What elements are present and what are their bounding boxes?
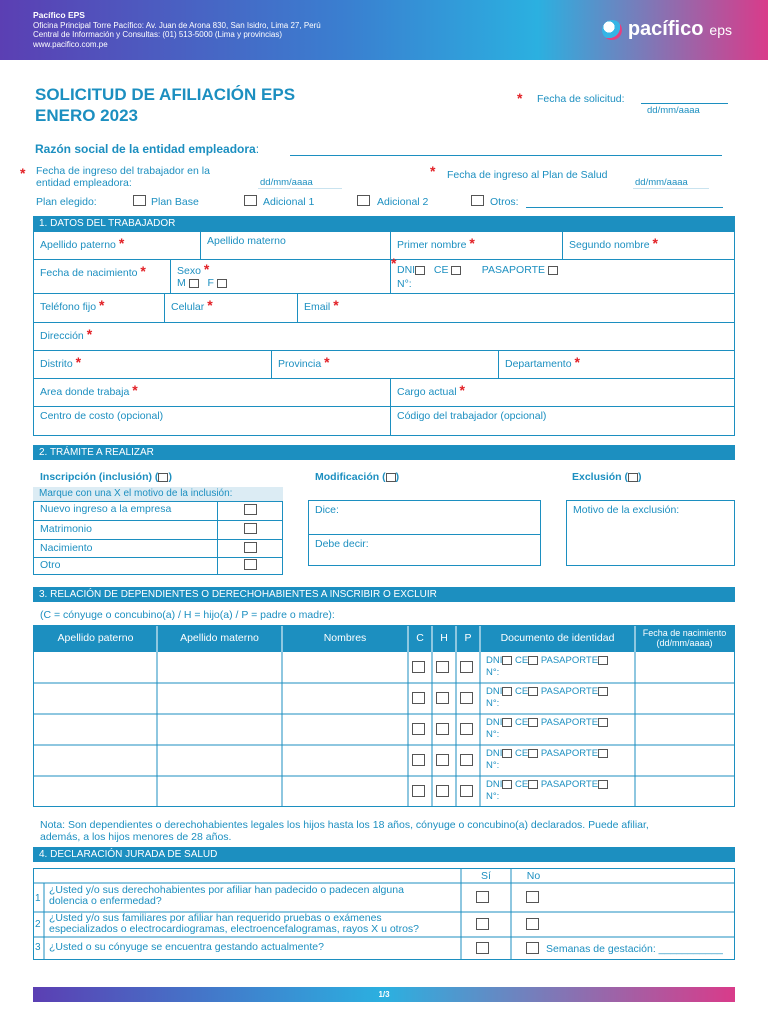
ce-checkbox[interactable] xyxy=(528,718,538,727)
col-nombres: Nombres xyxy=(323,632,367,644)
otros-checkbox[interactable] xyxy=(471,195,484,206)
col-documento: Documento de identidad xyxy=(500,632,615,644)
reason-matrimonio: Matrimonio xyxy=(34,521,218,540)
area-cell[interactable] xyxy=(34,379,391,407)
required-star: * xyxy=(517,90,523,106)
modificacion-label: Modificación xyxy=(315,471,380,483)
page-title xyxy=(35,84,295,126)
col-p: P xyxy=(464,632,472,644)
required-star: * xyxy=(574,354,580,370)
adicional2-checkbox[interactable] xyxy=(357,195,370,206)
datos-trabajador-grid xyxy=(33,231,735,436)
debe-decir-label: Debe decir: xyxy=(315,538,369,550)
col-c: C xyxy=(416,632,424,644)
question-2-line2: especializados o electrocardiogramas, electroencefalogramas, rayos X u otros? xyxy=(49,923,420,935)
h-checkbox[interactable] xyxy=(436,692,449,704)
segundo-nombre-cell[interactable] xyxy=(563,232,735,260)
col-si: Sí xyxy=(481,870,491,882)
doc-number-label: N°: xyxy=(397,278,412,290)
otros-label: Otros: xyxy=(490,196,519,208)
apellido-paterno-cell[interactable] xyxy=(34,232,201,260)
required-star: * xyxy=(459,382,465,398)
adicional1-label: Adicional 1 xyxy=(263,196,315,208)
dni-checkbox[interactable] xyxy=(415,266,425,275)
adicional2-label: Adicional 2 xyxy=(377,196,429,208)
fecha-solicitud-format: dd/mm/aaaa xyxy=(647,105,700,116)
reason-cell xyxy=(218,558,282,574)
distrito-label: Distrito xyxy=(40,358,73,370)
section3-header: 3. RELACIÓN DE DEPENDIENTES O DERECHOHABIENTES A INSCRIBIR O EXCLUIR xyxy=(33,587,735,602)
h-checkbox[interactable] xyxy=(436,723,449,735)
sexo-cell xyxy=(171,260,391,294)
question-number: 1 xyxy=(35,893,41,904)
pasaporte-checkbox[interactable] xyxy=(598,718,608,727)
razon-social-label xyxy=(35,142,259,156)
c-checkbox[interactable] xyxy=(412,785,425,797)
email-label: Email xyxy=(304,301,331,313)
documento-cell xyxy=(391,255,735,294)
parentesco-legend: (C = cónyuge o concubino(a) / H = hijo(a) / P = padre o madre): xyxy=(40,609,335,621)
provincia-cell[interactable] xyxy=(272,351,499,379)
required-star: * xyxy=(652,235,658,251)
direccion-label: Dirección xyxy=(40,330,84,342)
ce-checkbox[interactable] xyxy=(528,656,538,665)
departamento-cell[interactable] xyxy=(499,351,735,379)
row-doc xyxy=(486,779,608,803)
dni-label: DNI xyxy=(486,779,503,790)
plan-label: Plan elegido: xyxy=(36,196,97,208)
pasaporte-checkbox[interactable] xyxy=(598,687,608,696)
table-row xyxy=(34,653,734,683)
p-checkbox[interactable] xyxy=(460,785,473,797)
inscripcion-heading: Inscripción (inclusión) ( ) xyxy=(40,471,172,483)
dni-label: DNI xyxy=(486,655,503,666)
motivo-exclusion-field[interactable] xyxy=(566,500,735,566)
email-cell[interactable] xyxy=(298,294,735,323)
table-row xyxy=(34,777,734,806)
nacimiento-checkbox[interactable] xyxy=(244,542,257,553)
fecha-ingreso-label1: Fecha de ingreso del trabajador en la xyxy=(36,165,210,177)
dni-checkbox[interactable] xyxy=(502,718,512,727)
dni-label: DNI xyxy=(486,717,503,728)
col-h: H xyxy=(440,632,448,644)
phone-line: Central de Información y Consultas: (01) 513-5000 (Lima y provincias) xyxy=(33,30,283,39)
inscripcion-label: Inscripción (inclusión) xyxy=(40,471,153,483)
question-2 xyxy=(49,913,419,935)
celular-label: Celular xyxy=(171,301,205,313)
dice-label: Dice: xyxy=(315,504,339,516)
telefono-cell[interactable] xyxy=(34,294,165,323)
required-star: * xyxy=(324,354,330,370)
ce-label: CE xyxy=(515,686,529,697)
departamento-label: Departamento xyxy=(505,358,572,370)
fecha-ingreso-field[interactable]: dd/mm/aaaa xyxy=(258,177,342,189)
required-star: * xyxy=(203,261,210,277)
h-checkbox[interactable] xyxy=(436,754,449,766)
q1-si-checkbox[interactable] xyxy=(476,891,489,903)
logo-icon xyxy=(602,20,622,40)
pasaporte-checkbox[interactable] xyxy=(598,749,608,758)
telefono-label: Teléfono fijo xyxy=(40,301,97,313)
col-no: No xyxy=(526,870,541,882)
sexo-f-checkbox[interactable] xyxy=(217,279,227,288)
page-footer: 1/3 xyxy=(33,987,735,1002)
question-1-line2: dolencia o enfermedad? xyxy=(49,895,162,907)
row-doc xyxy=(486,748,608,772)
pasaporte-label: PASAPORTE xyxy=(540,748,599,759)
pacifico-logo xyxy=(602,18,732,41)
adicional1-checkbox[interactable] xyxy=(244,195,257,206)
num-label: N°: xyxy=(486,729,500,740)
fecha-ingreso-label xyxy=(36,165,210,189)
sexo-f-label: F xyxy=(207,277,214,289)
q2-si-checkbox[interactable] xyxy=(476,918,489,930)
fecha-ingreso-label2: entidad empleadora: xyxy=(36,177,132,189)
reason-nacimiento: Nacimiento xyxy=(34,540,218,558)
dependientes-table xyxy=(33,625,735,807)
p-checkbox[interactable] xyxy=(460,723,473,735)
marque-instruction: Marque con una X el motivo de la inclusión: xyxy=(33,487,283,501)
q2-no-checkbox[interactable] xyxy=(526,918,539,930)
fecha-plan-label: Fecha de ingreso al Plan de Salud xyxy=(447,169,608,181)
dni-checkbox[interactable] xyxy=(502,656,512,665)
direccion-cell[interactable] xyxy=(34,323,735,351)
c-checkbox[interactable] xyxy=(412,754,425,766)
p-checkbox[interactable] xyxy=(460,692,473,704)
dni-label: DNI xyxy=(397,264,416,276)
pasaporte-label: PASAPORTE xyxy=(540,686,599,697)
ce-checkbox[interactable] xyxy=(451,266,461,275)
address-line: Oficina Principal Torre Pacífico: Av. Juan de Arona 830, San Isidro, Lima 27, Perú xyxy=(33,20,321,30)
cargo-cell[interactable] xyxy=(391,379,735,407)
distrito-cell[interactable] xyxy=(34,351,272,379)
modificacion-checkbox[interactable] xyxy=(386,473,396,482)
nota-line1: Nota: Son dependientes o derechohabientes legales los hijos hasta los 18 años, cónyuge o concubino(a) declarados. Puede afiliar, xyxy=(40,819,649,831)
pasaporte-label: PASAPORTE xyxy=(540,655,599,666)
reason-nuevo-ingreso: Nuevo ingreso a la empresa xyxy=(34,502,218,521)
col-apellido-paterno: Apellido paterno xyxy=(57,632,134,644)
p-checkbox[interactable] xyxy=(460,754,473,766)
dni-label: DNI xyxy=(486,686,503,697)
required-star: * xyxy=(75,354,82,370)
company-name: Pacífico EPS xyxy=(33,10,85,20)
table-row xyxy=(34,746,734,776)
exclusion-checkbox[interactable] xyxy=(628,473,638,482)
c-checkbox[interactable] xyxy=(412,692,425,704)
pasaporte-checkbox[interactable] xyxy=(548,266,558,275)
area-label: Area donde trabaja xyxy=(40,386,130,398)
pasaporte-label: PASAPORTE xyxy=(481,264,546,276)
q3-si-checkbox[interactable] xyxy=(476,942,489,954)
provincia-label: Provincia xyxy=(278,358,322,370)
razon-social-field[interactable] xyxy=(290,143,722,156)
question-number: 2 xyxy=(35,919,41,930)
inscripcion-checkbox[interactable] xyxy=(158,473,168,482)
semanas-gestacion[interactable]: Semanas de gestación: ___________ xyxy=(546,943,723,955)
reason-otro: Otro xyxy=(34,558,218,574)
ce-label: CE xyxy=(515,779,529,790)
cargo-label: Cargo actual xyxy=(397,386,457,398)
logo-suffix: eps xyxy=(709,21,732,38)
col-fnac-line2: (dd/mm/aaaa) xyxy=(656,638,713,648)
debe-decir-field[interactable] xyxy=(309,535,540,565)
fecha-nacimiento-cell[interactable] xyxy=(34,260,171,294)
inclusion-reasons xyxy=(33,501,283,575)
required-star: * xyxy=(20,165,26,181)
section1-header: 1. DATOS DEL TRABAJADOR xyxy=(33,216,735,231)
company-info xyxy=(33,11,321,49)
sexo-m-label: M xyxy=(177,277,186,289)
section4-header: 4. DECLARACIÓN JURADA DE SALUD xyxy=(33,847,735,862)
logo-text: pacífico xyxy=(627,18,704,40)
sexo-label: Sexo xyxy=(177,265,201,277)
fecha-nacimiento-label: Fecha de nacimiento xyxy=(40,267,138,279)
nota-line2: además, a los hijos menores de 28 años. xyxy=(40,831,232,843)
ce-checkbox[interactable] xyxy=(528,780,538,789)
codigo-trabajador-label: Código del trabajador (opcional) xyxy=(397,410,547,422)
plan-base-label: Plan Base xyxy=(151,196,199,208)
c-checkbox[interactable] xyxy=(412,723,425,735)
primer-nombre-cell[interactable] xyxy=(391,232,563,260)
celular-cell[interactable] xyxy=(165,294,298,323)
question-3: ¿Usted o su cónyuge se encuentra gestando actualmente? xyxy=(49,941,324,953)
plan-base-checkbox[interactable] xyxy=(133,195,146,206)
header-banner xyxy=(0,0,768,60)
fecha-solicitud-field[interactable] xyxy=(641,92,728,104)
ce-label: CE xyxy=(515,717,529,728)
exclusion-heading: Exclusión ( ) xyxy=(572,471,642,483)
primer-nombre-label: Primer nombre xyxy=(397,239,467,251)
question-number: 3 xyxy=(35,942,41,953)
pasaporte-checkbox[interactable] xyxy=(598,780,608,789)
apellido-materno-cell[interactable] xyxy=(201,232,391,260)
ce-checkbox[interactable] xyxy=(528,749,538,758)
motivo-exclusion-label: Motivo de la exclusión: xyxy=(573,504,680,516)
codigo-trabajador-cell[interactable] xyxy=(391,407,735,435)
ce-checkbox[interactable] xyxy=(528,687,538,696)
table-row xyxy=(34,684,734,714)
num-label: N°: xyxy=(486,791,500,802)
table-row xyxy=(34,715,734,745)
fecha-plan-field[interactable]: dd/mm/aaaa xyxy=(633,177,709,189)
required-star: * xyxy=(118,235,125,251)
fecha-solicitud-label: Fecha de solicitud: xyxy=(537,93,625,105)
otro-checkbox[interactable] xyxy=(244,559,257,570)
centro-costo-label: Centro de costo (opcional) xyxy=(40,410,164,422)
reason-cell xyxy=(218,521,282,540)
dni-checkbox[interactable] xyxy=(502,749,512,758)
required-star: * xyxy=(207,297,213,313)
matrimonio-checkbox[interactable] xyxy=(244,523,257,534)
ce-label: CE xyxy=(515,748,529,759)
reason-cell xyxy=(218,502,282,521)
ce-label: CE xyxy=(515,655,529,666)
dni-label: DNI xyxy=(486,748,503,759)
row-doc xyxy=(486,655,608,679)
required-star: * xyxy=(140,263,146,279)
required-star: * xyxy=(98,297,105,313)
sexo-m-checkbox[interactable] xyxy=(189,279,199,288)
c-checkbox[interactable] xyxy=(412,661,425,673)
pasaporte-label: PASAPORTE xyxy=(540,717,599,728)
pasaporte-label: PASAPORTE xyxy=(540,779,599,790)
modificacion-box xyxy=(308,500,541,566)
question-1 xyxy=(49,885,404,907)
required-star: * xyxy=(333,297,339,313)
num-label: N°: xyxy=(486,760,500,771)
pasaporte-checkbox[interactable] xyxy=(598,656,608,665)
q3-no-checkbox[interactable] xyxy=(526,942,539,954)
dice-field[interactable] xyxy=(309,501,540,535)
required-star: * xyxy=(469,235,475,251)
title-line2: ENERO 2023 xyxy=(35,106,138,125)
title-line1: SOLICITUD DE AFILIACIÓN EPS xyxy=(35,85,296,104)
num-label: N°: xyxy=(486,698,500,709)
row-doc xyxy=(486,686,608,710)
section2-header: 2. TRÁMITE A REALIZAR xyxy=(33,445,735,460)
required-star: * xyxy=(86,326,93,342)
nuevo-ingreso-checkbox[interactable] xyxy=(244,504,257,515)
otros-field[interactable] xyxy=(526,196,723,208)
website-line: www.pacifico.com.pe xyxy=(33,39,108,49)
question-2-line1: ¿Usted y/o sus familiares por afiliar han requerido pruebas o exámenes xyxy=(49,912,382,924)
question-1-line1: ¿Usted y/o sus derechohabientes por afiliar han padecido o padecen alguna xyxy=(49,884,404,896)
required-star: * xyxy=(132,382,138,398)
centro-costo-cell[interactable] xyxy=(34,407,391,435)
q1-no-checkbox[interactable] xyxy=(526,891,539,903)
declaracion-table xyxy=(33,868,735,960)
required-star: * xyxy=(391,255,397,271)
h-checkbox[interactable] xyxy=(436,661,449,673)
row-doc xyxy=(486,717,608,741)
razon-social-colon: : xyxy=(255,142,260,156)
apellido-paterno-label: Apellido paterno xyxy=(40,239,116,251)
col-apellido-materno: Apellido materno xyxy=(180,632,259,644)
nota-dependientes xyxy=(40,819,735,843)
apellido-materno-label: Apellido materno xyxy=(207,235,286,247)
num-label: N°: xyxy=(486,667,500,678)
p-checkbox[interactable] xyxy=(460,661,473,673)
reason-cell xyxy=(218,540,282,558)
ce-label: CE xyxy=(433,264,449,276)
segundo-nombre-label: Segundo nombre xyxy=(569,239,650,251)
razon-social-text: Razón social de la entidad empleadora xyxy=(35,142,256,156)
h-checkbox[interactable] xyxy=(436,785,449,797)
dni-checkbox[interactable] xyxy=(502,687,512,696)
modificacion-heading: Modificación ( ) xyxy=(315,471,400,483)
dni-checkbox[interactable] xyxy=(502,780,512,789)
required-star: * xyxy=(430,163,436,179)
col-fnac-line1: Fecha de nacimiento xyxy=(642,628,727,638)
exclusion-label: Exclusión xyxy=(572,471,622,483)
